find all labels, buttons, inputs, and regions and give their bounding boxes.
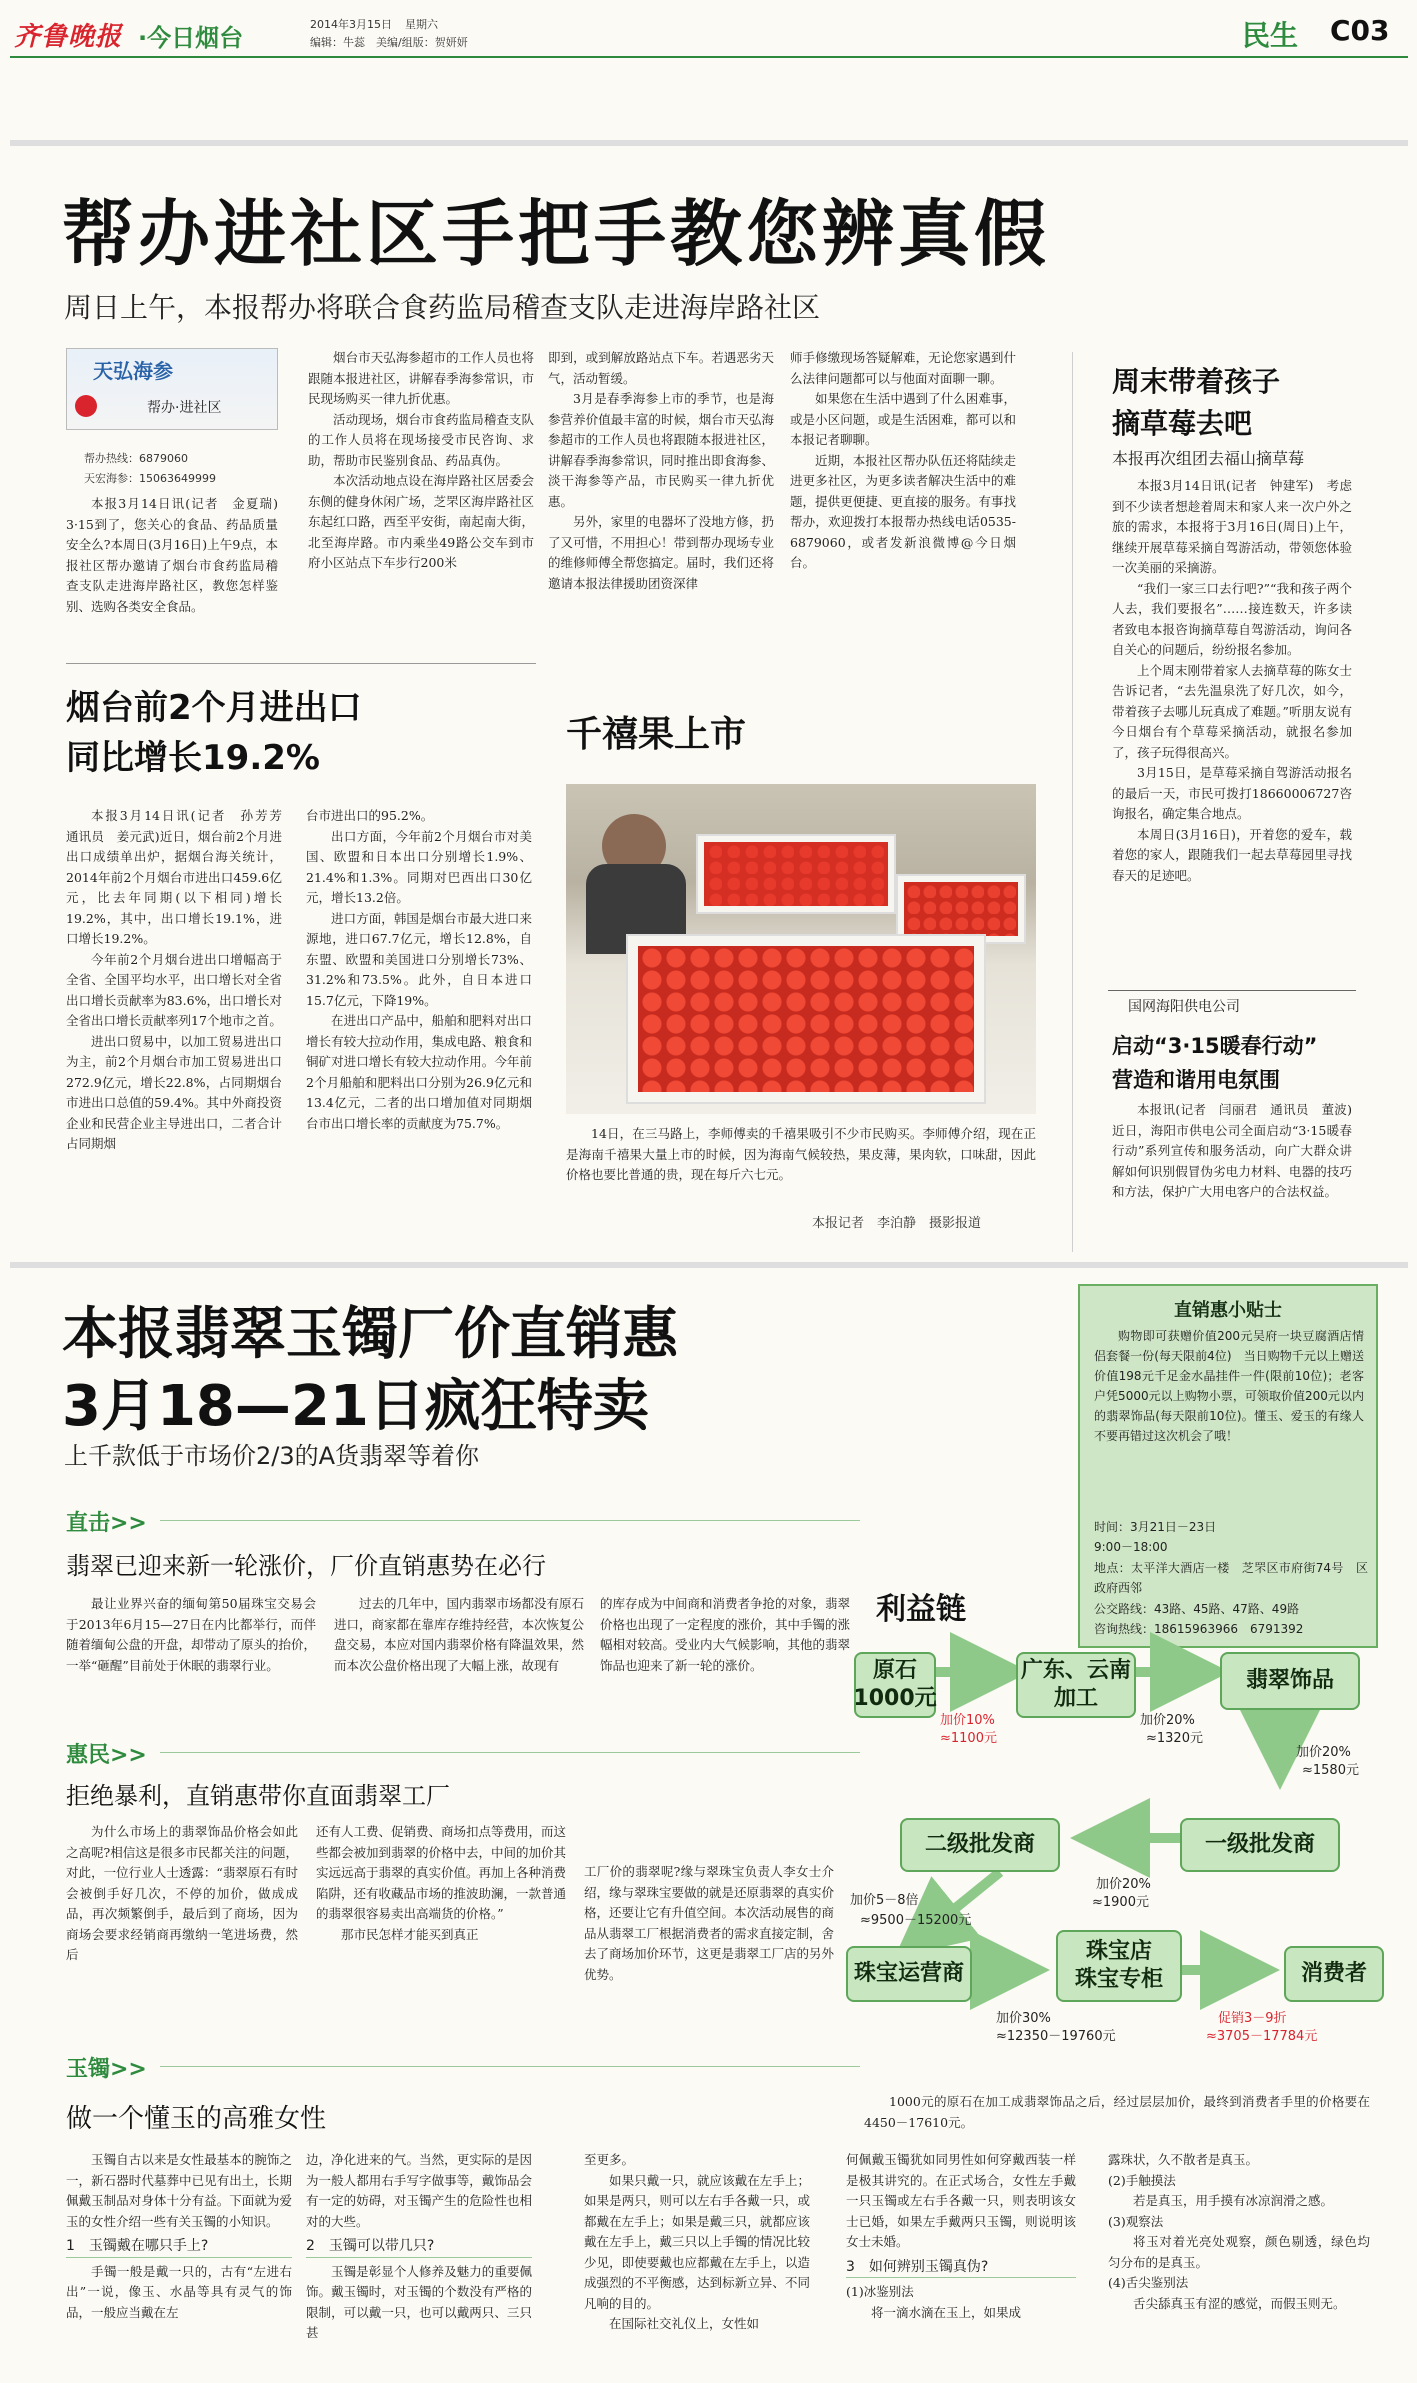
story2-col2: 台市进出口的95.2%。 出口方面，今年前2个月烟台市对美国、欧盟和日本出口分别增长1.9%、21.4%和1.3%。同期对巴西出口30亿元，增长13.2倍。 进口方面，韩国是烟台市最大进口来源地，进口67.7亿元，增长12.8%，自东盟、欧盟和美国进口分别增长73%、31.2%和73.5%。此外，自日本进口15.7亿元，下降19%。 在进出口产品中，船舶和肥料对出口增长有较大拉动作用，集成电路、粮食和铜矿对进口增长有较大拉动作用。今年前2个月船舶和肥料出口分别为26.9亿元和13.4亿元，二者的出口增加值对同期烟台市出口增长率的贡献度为75.7%。 <box>306 808 532 1131</box>
story4-headline-2: 营造和谐用电氛围 <box>1112 1068 1280 1092</box>
story1-col4: 师手修缴现场答疑解难，无论您家遇到什么法律问题都可以与他面对面聊一聊。 如果您在生活中遇到了什么困难事，或是小区问题，或是生活困难，都可以和本报记者聊聊。 近期，本报社区帮办队伍还将陆续走进更多社区，为更多读者解决生活中的难题，提供更便捷、更直接的服务。有事找帮办，欢迎拨打本报帮办热线电话0535-6879060，或者发新浪微博@今日烟台。 <box>790 350 1016 570</box>
sponsor-brand: 天弘海参 <box>93 359 173 383</box>
sponsor-logo-icon <box>75 395 97 417</box>
story2-headline-2: 同比增长19.2% <box>66 738 320 778</box>
section2-rule <box>160 1752 860 1753</box>
section2-title: 拒绝暴利，直销惠带你直面翡翠工厂 <box>66 1782 450 1810</box>
story1-subhead: 周日上午，本报帮办将联合食药监局稽查支队走进海岸路社区 <box>64 291 821 324</box>
tips-place: 地点：太平洋大酒店一楼 芝罘区市府街74号 区政府西邻 <box>1094 1561 1368 1595</box>
chain-label-1a: 加价10% <box>940 1713 995 1728</box>
section1-col2: 过去的几年中，国内翡翠市场都没有原石进口，商家都在靠库存维持经营，本次恢复公盘交易，本应对国内翡翠价格有降温效果，然而本次公盘价格出现了大幅上涨，故现有 <box>334 1596 585 1673</box>
section1-col3: 的库存成为中间商和消费者争抢的对象，翡翠价格也出现了一定程度的涨价，其中手镯的涨幅相对较高。受业内大气候影响，其他的翡翠饰品也迎来了新一轮的涨价。 <box>600 1596 851 1673</box>
page-number: C03 <box>1330 14 1390 47</box>
masthead <box>10 8 1410 56</box>
editor-credit: 编辑：牛蕊 美编/组版：贺妍妍 <box>310 36 468 49</box>
chain-label-2b: ≈1320元 <box>1146 1731 1203 1746</box>
tips-time: 时间：3月21日－23日 <box>1094 1520 1217 1534</box>
section3-col4: 何佩戴玉镯犹如同男性如何穿戴西装一样是极其讲究的。在正式场合，女性左手戴一只玉镯或左右手各戴一只，则表明该女士已婚，如果左手戴两只玉镯，则说明该女士未婚。 3 如何辨别玉镯真伪? (1)冰鉴别法 将一滴水滴在玉上，如果成 <box>846 2152 1076 2320</box>
tomato-tray-1 <box>696 834 896 914</box>
section-name: ·今日烟台 <box>138 24 244 52</box>
story3-headline-2: 摘草莓去吧 <box>1112 407 1253 440</box>
sponsor-ad <box>66 348 278 430</box>
chain-title: 利益链 <box>876 1592 966 1627</box>
chain-note: 1000元的原石在加工成翡翠饰品之后，经过层层加价，最终到消费者手里的价格要在4450－17610元。 <box>864 2094 1370 2130</box>
chain-node-store: 珠宝店 珠宝专柜 <box>1056 1930 1182 2002</box>
story4-rule <box>1108 990 1356 991</box>
chain-label-4a: 加价20% <box>1096 1877 1151 1892</box>
story1-col2: 烟台市天弘海参超市的工作人员也将跟随本报进社区，讲解春季海参常识，市民现场购买一律九折优惠。 活动现场，烟台市食药监局稽查支队的工作人员将在现场接受市民咨询、求助，帮助市民鉴别食品、药品真伪。 本次活动地点设在海岸路社区居委会东侧的健身休闲广场，芝罘区海岸路社区东起红口路，西至平安街，南起南大街，北至海岸路。市内乘坐49路公交车到市府小区站点下车步行200米 <box>308 350 534 570</box>
section3-tag: 玉镯>> <box>66 2057 147 2082</box>
story2-headline-1: 烟台前2个月进出口 <box>66 688 362 728</box>
tips-body: 购物即可获赠价值200元吴府一块豆腐酒店情侣套餐一份(每天限前4位) 当日购物千元以上赠送价值198元千足金水晶挂件一件(限前10位)；老客户凭5000元以上购物小票，可领取价值200元以内的翡翠饰品(每天限前10位)。懂玉、爱玉的有缘人不要再错过这次机会了哦！ <box>1094 1329 1364 1443</box>
jade-subhead: 上千款低于市场价2/3的A货翡翠等着你 <box>64 1442 480 1470</box>
chain-label-2a: 加价20% <box>1140 1713 1195 1728</box>
photo-headline: 千禧果上市 <box>566 714 747 755</box>
section3-col3: 至更多。 如果只戴一只，就应该戴在左手上；如果是两只，则可以左右手各戴一只，或都戴在左手上；如果是戴三只，就都应该戴在左手上，戴三只以上手镯的情况比较少见，即使要戴也应都戴在左手上，以造成强烈的不平衡感，达到标新立异、不同凡响的目的。 在国际社交礼仪上，女性如 <box>584 2152 810 2331</box>
section2-col1: 为什么市场上的翡翠饰品价格会如此之高呢?相信这是很多市民都关注的问题，对此，一位行业人士透露：“翡翠原石有时会被倒手好几次，不停的加价，做成成品，再次频繁倒手，最后到了商场，因为商场会要求经销商再缴纳一笔进场费，然后 <box>66 1824 298 1962</box>
section3-col5: 露珠状，久不散者是真玉。 (2)手触摸法 若是真玉，用手摸有冰凉润滑之感。 (3)观察法 将玉对着光亮处观察，颜色剔透，绿色均匀分布的是真玉。 (4)舌尖鉴别法 舌尖舔真玉有涩的感觉，而假玉则无。 <box>1108 2152 1370 2311</box>
masthead-rule <box>10 56 1408 58</box>
section2-col3: 工厂价的翡翠呢?缘与翠珠宝负责人李女士介绍，缘与翠珠宝要做的就是还原翡翠的真实价格，还要让它有升值空间。本次活动展售的商品从翡翠工厂根据消费者的需求直接定制，舍去了商场加价环节，这更是翡翠工厂店的另外优势。 <box>584 1864 835 1982</box>
section1-title: 翡翠已迎来新一轮涨价，厂价直销惠势在必行 <box>66 1552 546 1580</box>
chain-node-consumer: 消费者 <box>1284 1946 1384 2002</box>
jade-headline-2: 3月18—21日疯狂特卖 <box>62 1374 649 1439</box>
story2-col1: 本报3月14日讯(记者 孙芳芳 通讯员 姜元武)近日，烟台前2个月进出口成绩单出炉，据烟台海关统计，2014年前2个月烟台市进出口459.6亿元，比去年同期(以下相同)增长19.2%，其中，出口增长19.1%，进口增长19.2%。 今年前2个月烟台进出口增幅高于全省、全国平均水平，出口增长对全省出口增长贡献率为83.6%，出口增长对全省出口增长贡献率列17个地市之首。 进出口贸易中，以加工贸易进出口为主，前2个月烟台市加工贸易进出口272.9亿元，增长22.8%，占同期烟台市进出口总值的59.4%。其中外商投资企业和民营企业主导进出口，二者合计占同期烟 <box>66 808 295 1151</box>
chain-label-3a: 加价20% <box>1296 1745 1351 1760</box>
faq-1: 1 玉镯戴在哪只手上? <box>66 2236 292 2258</box>
story4-headline-1: 启动“3·15暖春行动” <box>1112 1034 1318 1058</box>
chain-label-7a: 促销3－9折 <box>1218 2011 1287 2026</box>
story3-deck: 本报再次组团去福山摘草莓 <box>1112 449 1305 468</box>
chain-label-7b: ≈3705－17784元 <box>1206 2029 1318 2044</box>
story3-headline-1: 周末带着孩子 <box>1112 365 1281 398</box>
faq-2: 2 玉镯可以带几只? <box>306 2236 532 2258</box>
story1-col1: 本报3月14日讯(记者 金夏瑞) 3·15到了，您关心的食品、药品质量安全么?本周日(3月16日)上午9点，本报社区帮办邀请了烟台市食药监局稽查支队走进海岸路社区，教您怎样鉴别、选购各类安全食品。 <box>66 496 291 614</box>
section3-col1: 玉镯自古以来是女性最基本的腕饰之一，新石器时代墓葬中已见有出土，长期佩戴玉制品对身体十分有益。下面就为爱玉的女性介绍一些有关玉镯的小知识。 1 玉镯戴在哪只手上? 手镯一般是戴一只的，古有“左进右出”一说，像玉、水晶等具有灵气的饰品，一般应当戴在左 <box>66 2152 292 2320</box>
chain-label-6a: 加价30% <box>996 2011 1051 2026</box>
section3-col2: 边，净化进来的气。当然，更实际的是因为一般人都用右手写字做事等，戴饰品会有一定的妨碍，对玉镯产生的危险性也相对的大些。 2 玉镯可以带几只? 玉镯是彰显个人修养及魅力的重要佩饰。戴玉镯时，对玉镯的个数没有严格的限制，可以戴一只，也可以戴两只、三只甚 <box>306 2152 532 2340</box>
chain-node-processing: 广东、云南 加工 <box>1016 1652 1136 1718</box>
faq-3: 3 如何辨别玉镯真伪? <box>846 2257 1076 2279</box>
paper-logo: 齐鲁晚报 <box>14 22 123 52</box>
hotline: 帮办热线：6879060 <box>84 452 188 465</box>
sponsor-tag: 帮办·进社区 <box>147 400 222 416</box>
photo-credit: 本报记者 李泊静 摄影报道 <box>812 1216 982 1231</box>
section2-tag: 惠民>> <box>66 1743 147 1768</box>
chain-label-1b: ≈1100元 <box>940 1731 997 1746</box>
column-divider <box>1072 352 1073 1252</box>
section1-tag: 直击>> <box>66 1511 147 1536</box>
tips-box <box>1078 1284 1378 1648</box>
chain-label-5a: 加价5－8倍 <box>850 1893 919 1908</box>
story4-body: 本报讯(记者 闫丽君 通讯员 董波) 近日，海阳市供电公司全面启动“3·15暖春行动”系列宣传和服务活动，向广大群众讲解如何识别假冒伪劣电力材料、电器的技巧和方法，保护广大用电客户的合法权益。 <box>1112 1102 1365 1199</box>
section3-rule <box>160 2066 860 2067</box>
tips-hours: 9:00－18:00 <box>1094 1540 1168 1554</box>
section2-col2: 还有人工费、促销费、商场扣点等费用，而这些都会被加到翡翠的价格中去，中间的加价其实远远高于翡翠的真实价值。再加上各种消费陷阱，还有收藏品市场的推波助澜，一款普通的翡翠很容易卖出高端货的价格。” 那市民怎样才能买到真正 <box>316 1824 567 1942</box>
story2-rule <box>66 663 536 664</box>
story3-body: 本报3月14日讯(记者 钟建军) 考虑到不少读者想趁着周末和家人来一次户外之旅的需求，本报将于3月16日(周日)上午，继续开展草莓采摘自驾游活动，带领您体验一次美丽的采摘游。 “我们一家三口去行吧?”“我和孩子两个人去，我们要报名”……接连数天，许多读者致电本报咨询摘草莓自驾游活动，询问各自关心的问题后，纷纷报名参加。 上个周末刚带着家人去摘草莓的陈女士告诉记者，“去先温泉洗了好几次，如今，带着孩子去哪儿玩真成了难题。”听朋友说有今日烟台有个草莓采摘活动，就报名参加了，孩子玩得很高兴。 3月15日，是草莓采摘自驾游活动报名的最后一天，市民可拨打18660006727咨询报名，确定集合地点。 本周日(3月16日)，开着您的爱车，载着您的家人，跟随我们一起去草莓园里寻找春天的足迹吧。 <box>1112 478 1352 883</box>
section1-col1: 最让业界兴奋的缅甸第50届珠宝交易会于2013年6月15—27日在内比都举行，而伴随着缅甸公盘的开盘，却带动了原头的抬价，一举“砸醒”目前处于休眠的翡翠行业。 <box>66 1596 317 1673</box>
mid-band <box>10 1262 1408 1268</box>
jade-headline-1: 本报翡翠玉镯厂价直销惠 <box>62 1302 678 1367</box>
top-band <box>10 140 1408 146</box>
photo-caption: 14日，在三马路上，李师傅卖的千禧果吸引不少市民购买。李师傅介绍，现在正是海南千禧果大量上市的时候，因为海南气候较热，果皮薄，果肉软，口味甜，因此价格也要比普通的贵，现在每斤六七元。 <box>566 1126 1036 1182</box>
section3-title: 做一个懂玉的高雅女性 <box>66 2104 327 2134</box>
chain-label-3b: ≈1580元 <box>1302 1763 1359 1778</box>
story1-headline: 帮办进社区手把手教您辨真假 <box>62 192 1051 276</box>
tips-bus: 公交路线：43路、45路、47路、49路 <box>1094 1602 1300 1616</box>
page-section-label: 民生 <box>1242 19 1299 52</box>
story1-col3: 即到，或到解放路站点下车。若遇恶劣天气，活动暂缓。 3月是春季海参上市的季节，也是海参营养价值最丰富的时候，烟台市天弘海参超市的工作人员也将跟随本报进社区，讲解春季海参常识，同时推出即食海参、淡干海参等产品，市民购买一律九折优惠。 另外，家里的电器坏了没地方修，扔了又可惜，不用担心！带到帮办现场专业的维修师傅全帮您搞定。届时，我们还将邀请本报法律援助团资深律 <box>548 350 774 591</box>
issue-weekday: 星期六 <box>405 18 438 31</box>
issue-date: 2014年3月15日 <box>310 18 392 31</box>
chain-label-4b: ≈1900元 <box>1092 1895 1149 1910</box>
chain-node-operator: 珠宝运营商 <box>846 1946 972 2002</box>
chain-label-6b: ≈12350－19760元 <box>996 2029 1116 2044</box>
tomato-photo <box>566 784 1036 1114</box>
chain-node-wholesale-2: 二级批发商 <box>900 1818 1060 1872</box>
chain-label-5b: ≈9500－15200元 <box>860 1913 972 1928</box>
tips-title: 直销惠小贴士 <box>1174 1300 1282 1321</box>
story4-org: 国网海阳供电公司 <box>1128 999 1240 1015</box>
sponsor-phone: 天宏海参：15063649999 <box>84 472 216 485</box>
tomato-tray-3 <box>626 934 986 1104</box>
chain-node-raw-stone: 原石 1000元 <box>854 1652 936 1718</box>
chain-node-wholesale-1: 一级批发商 <box>1180 1818 1340 1872</box>
chain-node-jewelry: 翡翠饰品 <box>1220 1652 1360 1710</box>
tips-phone: 咨询热线：18615963966 6791392 <box>1094 1622 1304 1636</box>
section1-rule <box>160 1520 860 1521</box>
